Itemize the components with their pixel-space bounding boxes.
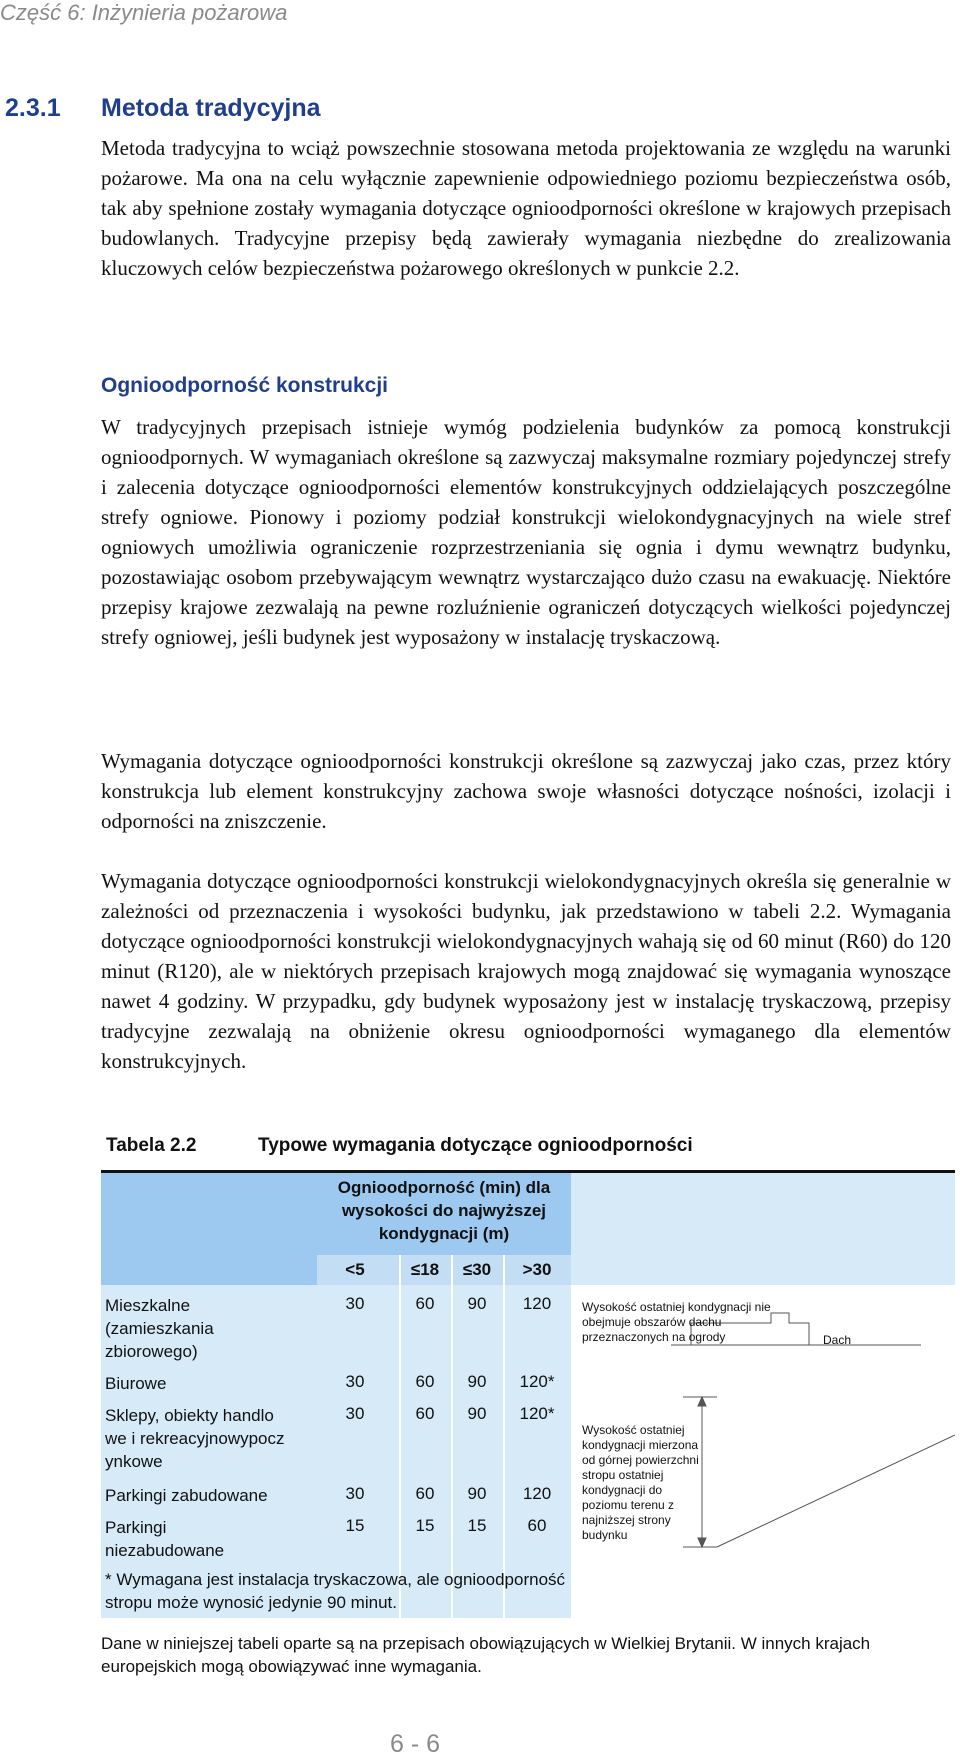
table-cell: 60 xyxy=(415,1294,435,1313)
paragraph-multistorey: Wymagania dotyczące ognioodporności konstrukcji wielokondygnacyjnych określa się generalnie w zależności od przeznaczenia i wysokości budynku, jak przedstawiono w tabeli 2.2. Wymagania dotyczące ognioodporności konstrukcji wielokondygnacyjnych wahają się od 60 minut (R60) do 120 minut (R120), ale w niektórych przepisach krajowych mogą znajdować się wymagania wynoszące nawet 4 godziny. W przypadku, gdy budynek wyposażony jest w instalację tryskaczową, przepisy tradycyjne zezwalają na obniżenie okresu ognioodporności wymaganego dla elementów konstrukcyjnych. xyxy=(101,869,951,1073)
table-cell: 90 xyxy=(467,1294,487,1313)
row-label: Biurowe xyxy=(105,1374,167,1393)
table-cell: 30 xyxy=(345,1372,365,1391)
table-cell: 15 xyxy=(415,1516,435,1535)
table-cell: 15 xyxy=(345,1516,365,1535)
table-cell: 120 xyxy=(522,1294,552,1313)
paragraph-requirements: Wymagania dotyczące ognioodporności konstrukcji określone są zazwyczaj jako czas, przez który konstrukcja lub element konstrukcyjny zachowa swoje własności dotyczące nośności, izolacji i odporności na zniszczenie. xyxy=(101,749,951,833)
section-number: 2.3.1 xyxy=(5,94,61,122)
table-cell: 60 xyxy=(415,1484,435,1503)
table-cell: 15 xyxy=(467,1516,487,1535)
ground-slope-line xyxy=(717,1435,955,1547)
table-number: Tabela 2.2 xyxy=(106,1135,197,1156)
table-footnote: * Wymagana jest instalacja tryskaczowa, ale ognioodporność stropu może wynosić jedynie 90 minut. xyxy=(105,1570,566,1612)
table-cell: 30 xyxy=(345,1294,365,1313)
row-label: Parkingi niezabudowane xyxy=(105,1518,225,1560)
table-cell: 90 xyxy=(467,1484,487,1503)
subheading: Ognioodporność konstrukcji xyxy=(101,374,389,397)
diagram-roof-label: Dach xyxy=(823,1333,852,1347)
page-number: 6 - 6 xyxy=(389,1730,441,1758)
arrow-head-top xyxy=(698,1397,706,1406)
column-header: ≤30 xyxy=(462,1260,492,1279)
table-cell: 120* xyxy=(519,1372,555,1391)
column-header: ≤18 xyxy=(410,1260,440,1279)
table-header-main: Ognioodporność (min) dla wysokości do najwyższej kondygnacji (m) xyxy=(337,1178,551,1243)
table-title: Typowe wymagania dotyczące ognioodporności xyxy=(258,1135,693,1156)
section-title: Metoda tradycyjna xyxy=(101,94,321,122)
running-header: Część 6: Inżynieria pożarowa xyxy=(0,0,288,25)
diagram-note-top: Wysokość ostatniej kondygnacji nie obejmuje obszarów dachu przeznaczonych na ogrody xyxy=(582,1300,771,1344)
table-cell: 120 xyxy=(522,1484,552,1503)
table-cell: 90 xyxy=(467,1372,487,1391)
column-header: <5 xyxy=(345,1260,365,1279)
table-caption: Dane w niniejszej tabeli oparte są na przepisach obowiązujących w Wielkiej Brytanii. W innych krajach europejskich mogą obowiązywać inne wymagania. xyxy=(101,1634,871,1676)
row-label: Sklepy, obiekty handlowe i rekreacyjnowypoczynkowe xyxy=(105,1406,285,1471)
table-cell: 60 xyxy=(415,1372,435,1391)
table-cell: 60 xyxy=(527,1516,547,1535)
table-cell: 120* xyxy=(519,1404,555,1423)
table-cell: 30 xyxy=(345,1404,365,1423)
paragraph-compartments: W tradycyjnych przepisach istnieje wymóg podzielenia budynków za pomocą konstrukcji ognioodpornych. W wymaganiach określone są zazwyczaj maksymalne rozmiary pojedynczej strefy i zalecenia dotyczące ognioodporności elementów konstrukcyjnych oddzielających poszczególne strefy ogniowe. Pionowy i poziomy podział konstrukcji wielokondygnacyjnych na wiele stref ogniowych umożliwia ograniczenie rozprzestrzeniania się ognia i dymu wewnątrz budynku, pozostawiając osobom przebywającym wewnątrz wystarczająco dużo czasu na ewakuację. Niektóre przepisy krajowe zezwalają na pewne rozluźnienie ograniczeń dotyczących wielkości pojedynczej strefy ogniowej, jeśli budynek jest wyposażony w instalację tryskaczową. xyxy=(101,415,951,649)
column-header: >30 xyxy=(522,1260,552,1279)
table-cell: 60 xyxy=(415,1404,435,1423)
table-cell: 90 xyxy=(467,1404,487,1423)
row-label: Parkingi zabudowane xyxy=(105,1486,268,1505)
diagram-note-height: Wysokość ostatniej kondygnacji mierzona od górnej powierzchni stropu ostatniej kondygnacji do poziomu terenu z najniższej strony budynku xyxy=(582,1423,699,1542)
row-label: Mieszkalne (zamieszkania zbiorowego) xyxy=(105,1296,214,1361)
paragraph-intro: Metoda tradycyjna to wciąż powszechnie stosowana metoda projektowania ze względu na warunki pożarowe. Ma ona na celu wyłącznie zapewnienie odpowiedniego poziomu bezpieczeństwa osób, tak aby spełnione zostały wymagania dotyczące ognioodporności określone w krajowych przepisach budowlanych. Tradycyjne przepisy będą zawierały wymagania niezbędne do zrealizowania kluczowych celów bezpieczeństwa pożarowego określonych w punkcie 2.2. xyxy=(101,136,951,280)
table-cell: 30 xyxy=(345,1484,365,1503)
